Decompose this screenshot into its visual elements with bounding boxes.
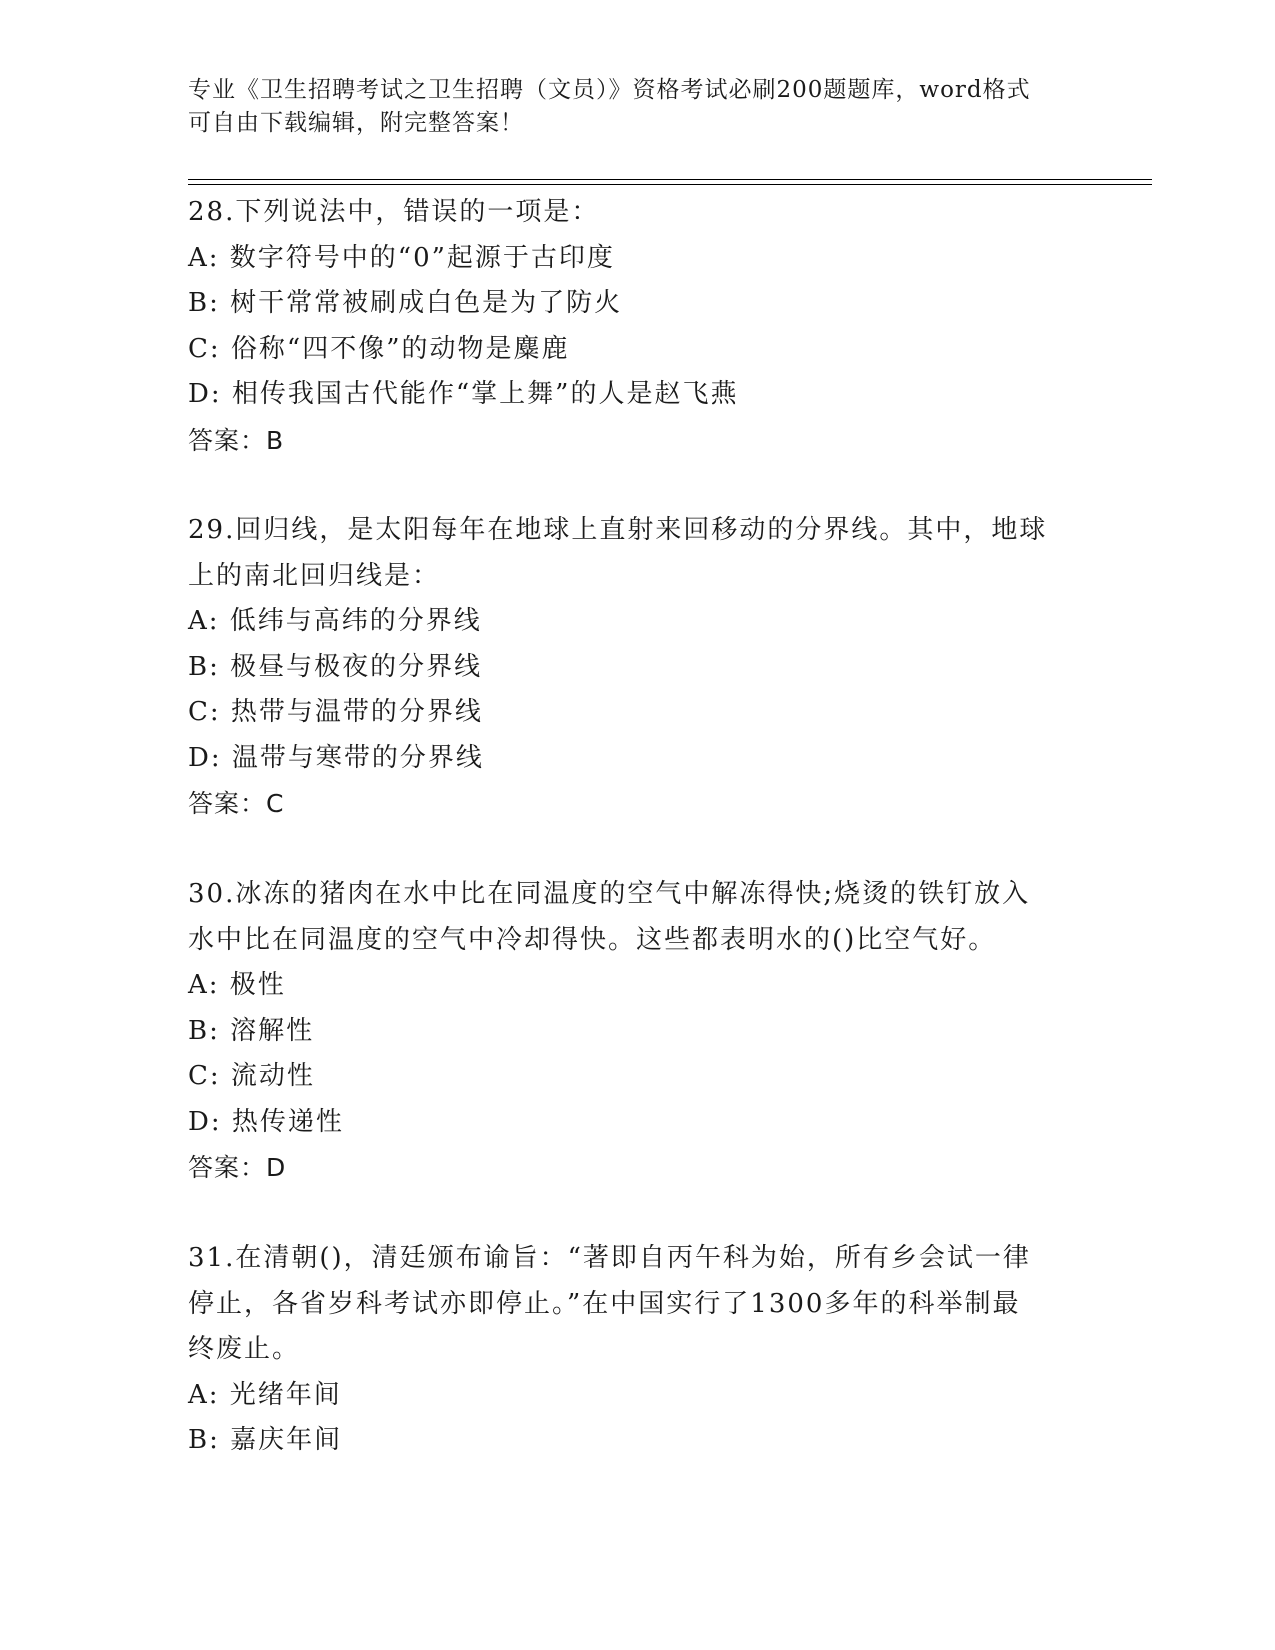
answer: 答案：C [188, 789, 285, 818]
document-header [188, 74, 1088, 140]
option-a: A: 光绪年间 [188, 1379, 342, 1410]
header-divider-bottom [188, 184, 1152, 185]
option-c: C: 流动性 [188, 1061, 315, 1091]
question-29 [188, 508, 1088, 827]
option-b: B: 嘉庆年间 [188, 1425, 343, 1455]
question-28 [188, 190, 1088, 463]
option-d: D: 相传我国古代能作“掌上舞”的人是赵飞燕 [188, 379, 739, 409]
question-30 [188, 872, 1088, 1191]
option-d: D: 温带与寒带的分界线 [188, 742, 484, 773]
header-line-1: 专业《卫生招聘考试之卫生招聘（文员）》资格考试必刷200题题库，word格式 [188, 77, 1031, 103]
option-b: B: 溶解性 [188, 1015, 315, 1046]
question-31 [188, 1236, 1088, 1464]
question-stem-continued: 终废止。 [188, 1334, 301, 1364]
option-d: D: 热传递性 [188, 1106, 344, 1137]
question-stem-continued: 停止，各省岁科考试亦即停止。”在中国实行了1300多年的科举制最 [188, 1288, 1021, 1319]
option-c: C: 俗称“四不像”的动物是麋鹿 [188, 333, 570, 364]
option-a: A: 数字符号中的“0”起源于古印度 [188, 242, 615, 273]
option-c: C: 热带与温带的分界线 [188, 697, 483, 727]
question-stem-continued: 水中比在同温度的空气中冷却得快。这些都表明水的()比空气好。 [188, 924, 997, 955]
question-stem: 28.下列说法中，错误的一项是： [188, 197, 600, 227]
header-divider-top [188, 179, 1152, 180]
question-stem: 31.在清朝()，清廷颁布谕旨：“著即自丙午科为始，所有乡会试一律 [188, 1243, 1031, 1273]
answer: 答案：D [188, 1153, 287, 1182]
option-a: A: 低纬与高纬的分界线 [188, 606, 482, 636]
question-stem-continued: 上的南北回归线是： [188, 560, 441, 591]
question-stem: 29.回归线，是太阳每年在地球上直射来回移动的分界线。其中，地球 [188, 515, 1048, 545]
question-stem: 30.冰冻的猪肉在水中比在同温度的空气中解冻得快;烧烫的铁钉放入 [188, 879, 1031, 909]
answer: 答案：B [188, 425, 285, 455]
option-a: A: 极性 [188, 970, 286, 1000]
option-b: B: 树干常常被刷成白色是为了防火 [188, 288, 623, 318]
header-line-2: 可自由下载编辑，附完整答案！ [188, 110, 524, 136]
option-b: B: 极昼与极夜的分界线 [188, 651, 483, 682]
